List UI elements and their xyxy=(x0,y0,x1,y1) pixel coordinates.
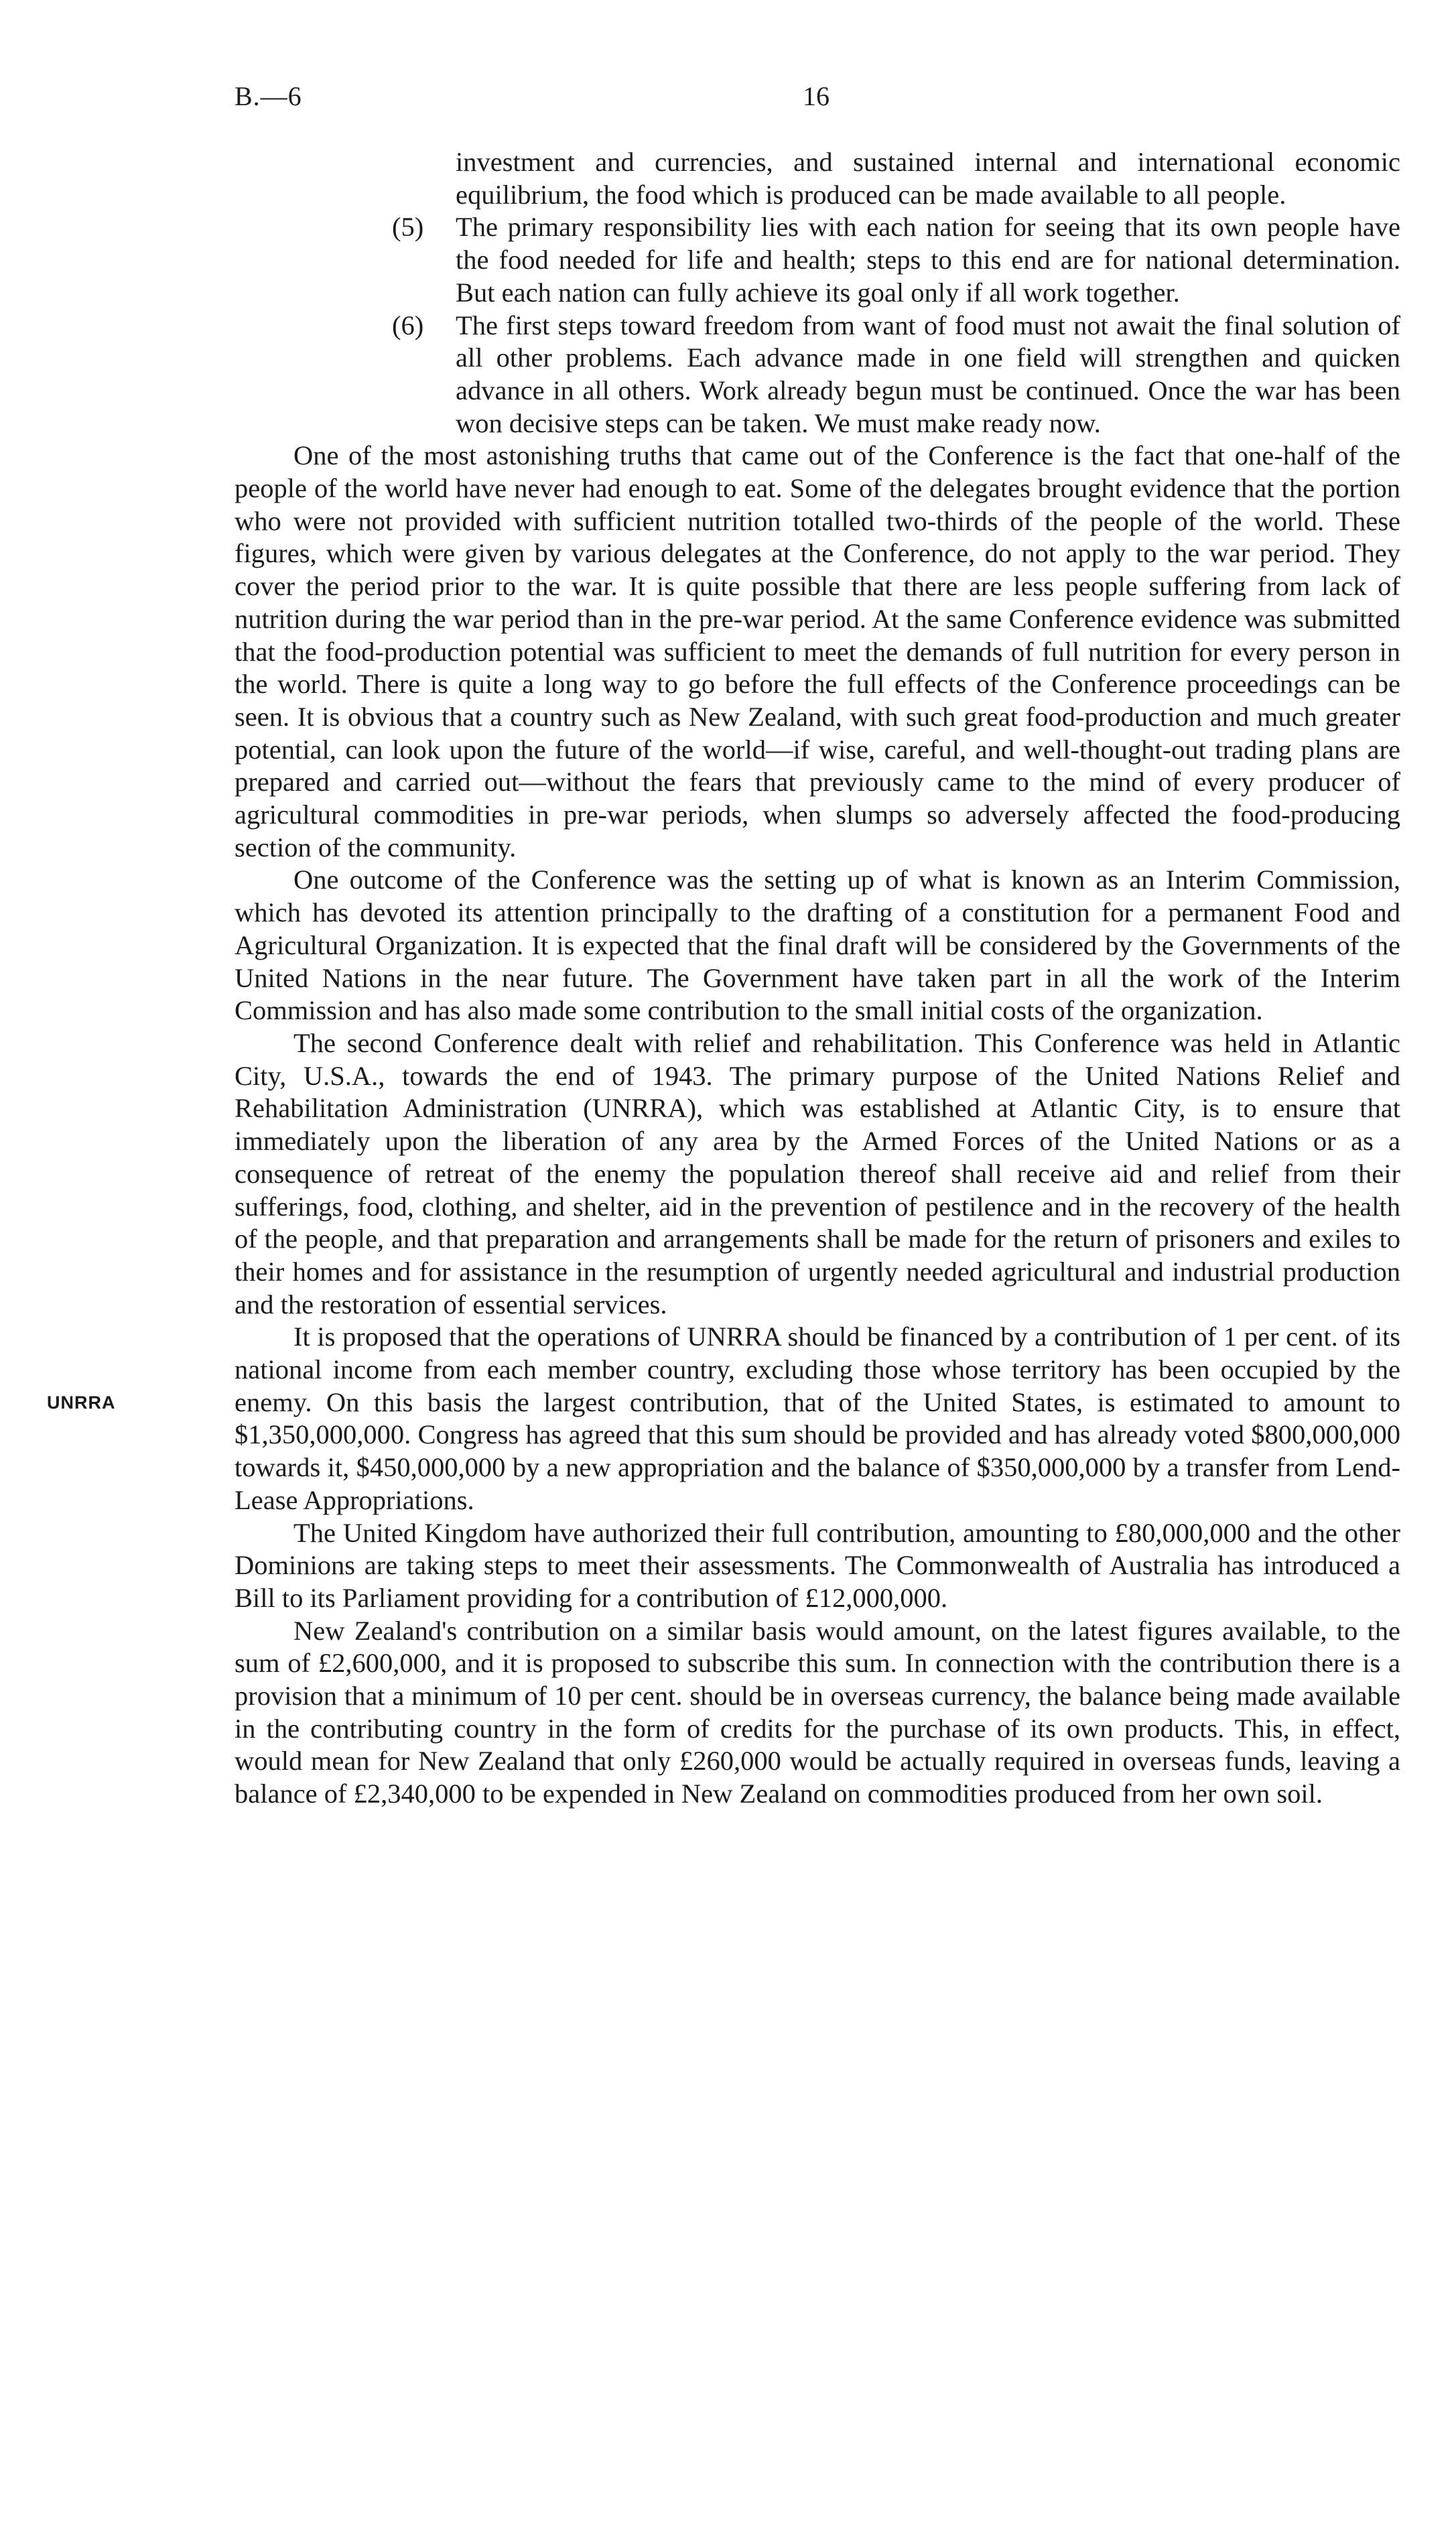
list-item-text: The primary responsibility lies with each nation for seeing that its own people have the food needed for life and health; steps to this end are for national determination. But each nation can fully achieve its goal only if all work together. xyxy=(456,212,1400,308)
document-reference: B.—6 xyxy=(235,81,302,111)
paragraph: New Zealand's contribution on a similar basis would amount, on the latest figures available, to the sum of £2,600,000, and it is proposed to subscribe this sum. In connection with the contribution there is a provision that a minimum of 10 per cent. should be in overseas currency, the balance being made available in the contributing country in the form of credits for the purchase of its own products. This, in effect, would mean for New Zealand that only £260,000 would be actually required in overseas funds, leaving a balance of £2,340,000 to be expended in New Zealand on commodities produced from her own soil. xyxy=(235,1615,1400,1809)
paragraph: One of the most astonishing truths that came out of the Conference is the fact that one-half of the people of the world have never had enough to eat. Some of the delegates brought evidence that the portion who were not provided with sufficient nutrition totalled two-thirds of the people of the world. These figures, which were given by various delegates at the Conference, do not apply to the war period. They cover the period prior to the war. It is quite possible that there are less people suffering from lack of nutrition during the war period than in the pre-war period. At the same Conference evidence was submitted that the food-production potential was sufficient to meet the demands of full nutrition for every person in the world. There is quite a long way to go before the full effects of the Conference proceedings can be seen. It is obvious that a country such as New Zealand, with such great food-production and much greater potential, can look upon the future of the world—if wise, careful, and well-thought-out trading plans are prepared and carried out—without the fears that previously came to the mind of every producer of agricultural commodities in pre-war periods, when slumps so adversely affected the food-producing section of the community. xyxy=(235,440,1400,862)
paragraph: It is proposed that the operations of UNRRA should be financed by a contribution of 1 per cent. of its national income from each member country, excluding those whose territory has been occupied by the enemy. On this basis the largest contribution, that of the United States, is estimated to amount to $1,350,000,000. Congress has agreed that this sum should be provided and has already voted $800,000,000 towards it, $450,000,000 by a new appropriation and the balance of $350,000,000 by a transfer from Lend-Lease Appropriations. xyxy=(235,1321,1400,1515)
paragraph: The United Kingdom have authorized their full contribution, amounting to £80,000,000 and the other Dominions are taking steps to meet their assessments. The Commonwealth of Australia has introduced a Bill to its Parliament providing for a contribution of £12,000,000. xyxy=(235,1517,1400,1613)
continued-text: investment and currencies, and sustained internal and international economic equilibrium, the food which is produced can be made available to all people. xyxy=(456,147,1400,210)
paragraph-unrra: The second Conference dealt with relief and rehabilitation. This Conference was held in Atlantic City, U.S.A., towards the end of 1943. The primary purpose of the United Nations Relief and Rehabilitation Administration (UNRRA), which was established at Atlantic City, is to ensure that immediately upon the liberation of any area by the Armed Forces of the United Nations or as a consequence of retreat of the enemy the population thereof shall receive aid and relief from their sufferings, food, clothing, and shelter, aid in the prevention of pestilence and in the recovery of the health of the people, and that preparation and arrangements shall be made for the return of prisoners and exiles to their homes and for assistance in the resumption of urgently needed agricultural and industrial production and the restoration of essential services. xyxy=(235,1027,1400,1319)
list-item xyxy=(235,310,1400,440)
list-item-text: The first steps toward freedom from want of food must not await the final solution of all other problems. Each advance made in one field will strengthen and quicken advance in all others. Work already begun must be continued. Once the war has been won decisive steps can be taken. We must make ready now. xyxy=(456,310,1400,438)
list-item-number: (5) xyxy=(392,212,424,243)
page-number: 16 xyxy=(803,81,830,111)
list-item-number: (6) xyxy=(392,310,424,340)
margin-note-unrra: UNRRA xyxy=(47,1393,116,1413)
paragraph: One outcome of the Conference was the setting up of what is known as an Interim Commission, which has devoted its attention principally to the drafting of a constitution for a permanent Food and Agricultural Organization. It is expected that the final draft will be considered by the Governments of the United Nations in the near future. The Government have taken part in all the work of the Interim Commission and has also made some contribution to the small initial costs of the organization. xyxy=(235,864,1400,1026)
body-text xyxy=(235,146,1400,1811)
list-item xyxy=(235,211,1400,309)
